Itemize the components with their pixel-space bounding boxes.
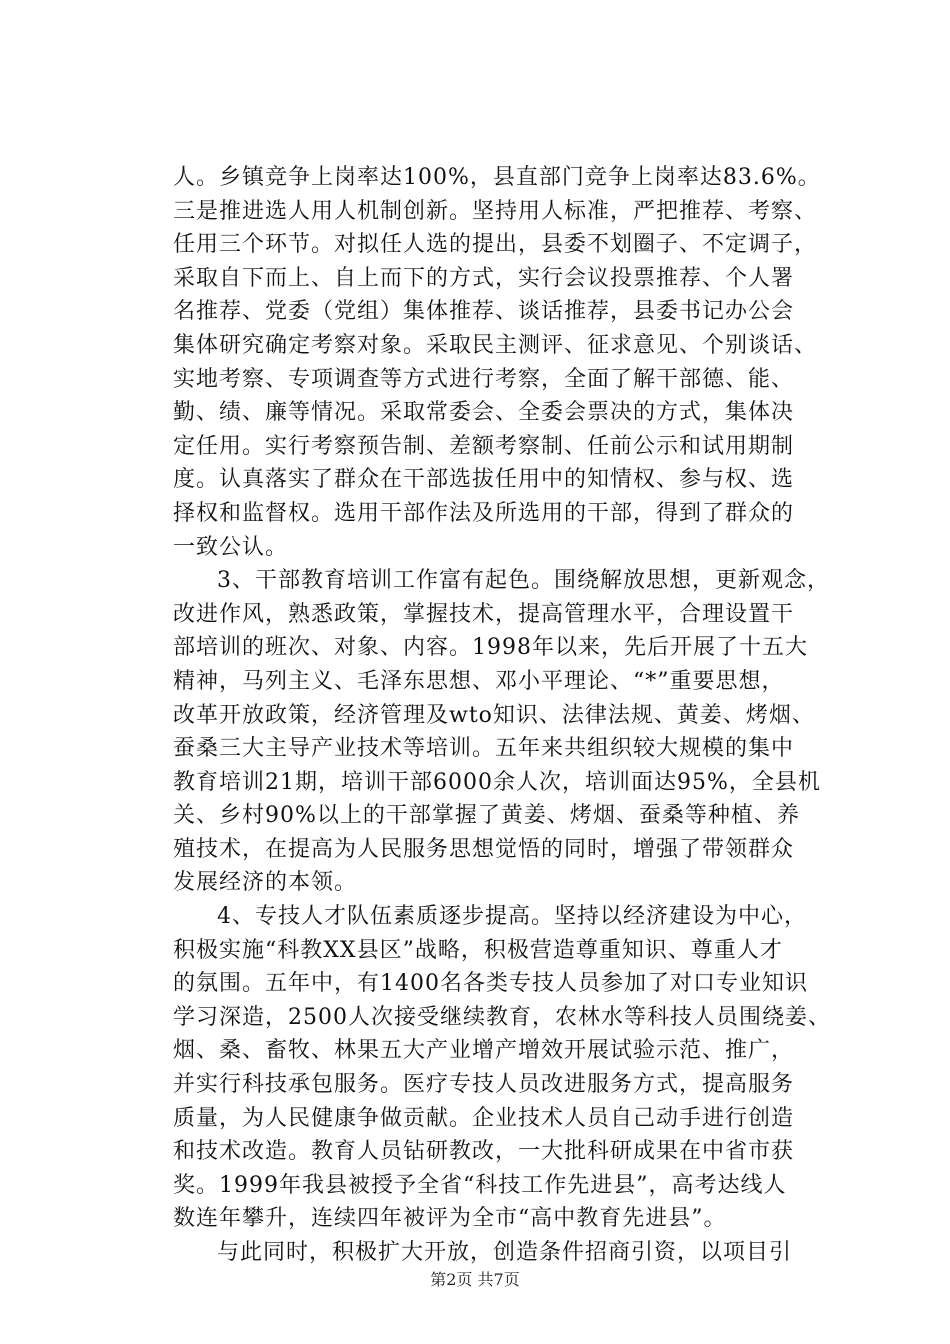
text-line: 实地考察、专项调查等方式进行考察，全面了解干部德、能、 [173,366,795,392]
text-line: 任用三个环节。对拟任人选的提出，县委不划圈子、不定调子， [173,232,818,258]
text-line: 烟、桑、畜牧、林果五大产业增产增效开展试验示范、推广， [173,1038,795,1064]
text-line: 蚕桑三大主导产业技术等培训。五年来共组织较大规模的集中 [173,736,795,762]
body-text [173,161,863,1270]
text-line: 定任用。实行考察预告制、差额考察制、任前公示和试用期制 [173,433,795,459]
text-line: 4、专技人才队伍素质逐步提高。坚持以经济建设为中心， [217,904,807,930]
text-line: 勤、绩、廉等情况。采取常委会、全委会票决的方式，集体决 [173,400,795,426]
text-line: 数连年攀升，连续四年被评为全市“高中教育先进县”。 [173,1206,727,1232]
text-line: 殖技术，在提高为人民服务思想觉悟的同时，增强了带领群众 [173,836,795,862]
text-line: 关、乡村90%以上的干部掌握了黄姜、烤烟、蚕桑等种植、养 [173,803,800,829]
text-line: 名推荐、党委（党组）集体推荐、谈话推荐，县委书记办公会 [173,299,795,325]
text-line: 并实行科技承包服务。医疗专技人员改进服务方式，提高服务 [173,1072,795,1098]
page-footer: 第2页 共7页 [430,1270,520,1289]
text-line: 采取自下而上、自上而下的方式，实行会议投票推荐、个人署 [173,265,795,291]
text-line: 一致公认。 [173,534,289,560]
text-line: 质量，为人民健康争做贡献。企业技术人员自己动手进行创造 [173,1105,795,1131]
text-line: 与此同时，积极扩大开放，创造条件招商引资，以项目引 [217,1240,793,1265]
text-line: 的氛围。五年中，有1400名各类专技人员参加了对口专业知识 [173,971,808,997]
text-line: 改进作风，熟悉政策，掌握技术，提高管理水平，合理设置干 [173,601,795,627]
text-line: 部培训的班次、对象、内容。1998年以来，先后开展了十五大 [173,635,808,661]
text-line: 择权和监督权。选用干部作法及所选用的干部，得到了群众的 [173,500,795,526]
text-line: 学习深造，2500人次接受继续教育，农林水等科技人员围绕姜、 [173,1004,831,1030]
text-line: 度。认真落实了群众在干部选拔任用中的知情权、参与权、选 [173,467,795,493]
text-line: 教育培训21期，培训干部6000余人次，培训面达95%，全县机 [173,769,821,795]
text-line: 人。乡镇竞争上岗率达100%，县直部门竞争上岗率达83.6%。 [173,165,821,190]
text-line: 奖。1999年我县被授予全省“科技工作先进县”，高考达线人 [173,1172,787,1198]
text-line: 和技术改造。教育人员钻研教改，一大批科研成果在中省市获 [173,1139,795,1165]
text-line: 三是推进选人用人机制创新。坚持用人标准，严把推荐、考察、 [173,198,818,224]
text-line: 精神，马列主义、毛泽东思想、邓小平理论、“*”重要思想， [173,668,785,694]
text-line: 改革开放政策，经济管理及wto知识、法律法规、黄姜、烤烟、 [173,702,815,728]
text-line: 发展经济的本领。 [173,870,358,896]
text-line: 积极实施“科教XX县区”战略，积极营造尊重知识、尊重人才 [173,937,783,963]
text-line: 3、干部教育培训工作富有起色。围绕解放思想，更新观念， [217,568,830,594]
text-line: 集体研究确定考察对象。采取民主测评、征求意见、个别谈话、 [173,332,818,358]
